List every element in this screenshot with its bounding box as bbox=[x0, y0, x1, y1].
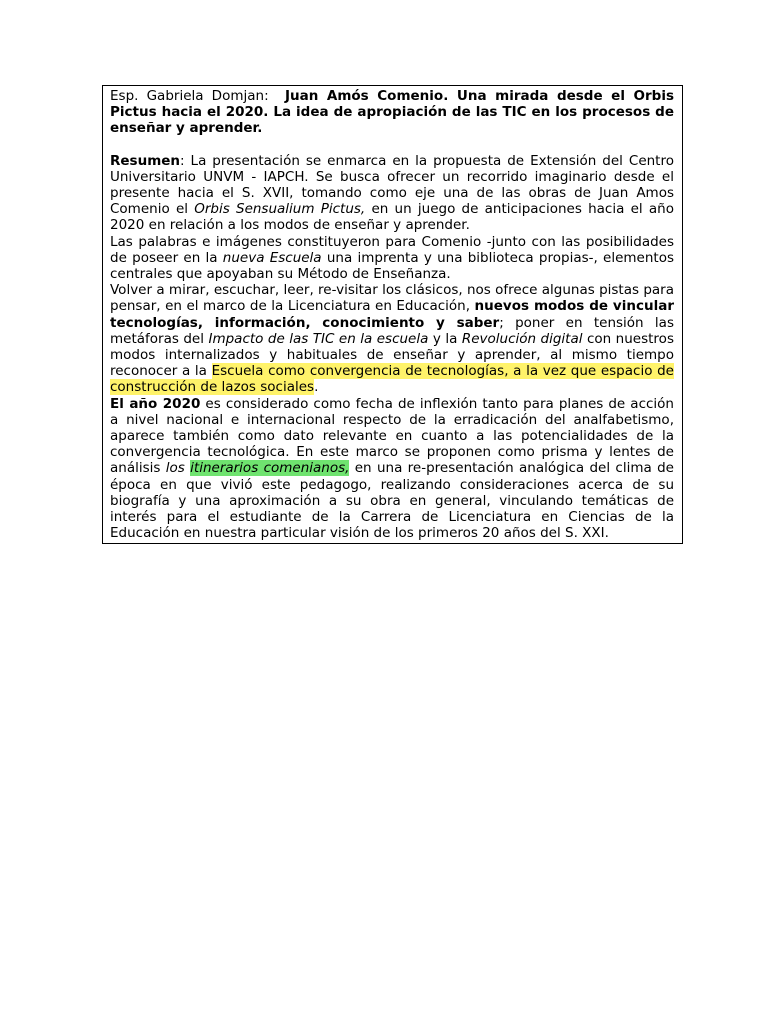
work-title-italic: Orbis Sensualium Pictus, bbox=[194, 201, 366, 218]
paragraph-gap bbox=[110, 137, 674, 153]
italic-phrase: nueva Escuela bbox=[222, 249, 322, 266]
summary-paragraph-2 bbox=[110, 234, 674, 283]
green-highlight: itinerarios comenianos, bbox=[190, 460, 350, 477]
summary-text: en un juego de anticipaciones hacia el año 2020 en relación a los modos de enseñar y aprender. bbox=[110, 201, 674, 234]
author-name: Esp. Gabriela Domjan: bbox=[110, 88, 269, 104]
yellow-highlight: Escuela como convergencia de tecnologías, a la vez que espacio de construcción de lazos sociales bbox=[110, 363, 674, 396]
summary-text: ; poner en tensión las metáforas del bbox=[110, 314, 674, 347]
summary-text: en una re-presentación analógica del clima de época en que vivió este pedagogo, realizando consideraciones acerca de su biografía y una aproximación a su obra en general, vinculando temáticas de interés para el estudiante de la Carrera de Licenciatura en Ciencias de la Educación en nuestra particular visión de los primeros 20 años del S. XXI. bbox=[110, 460, 674, 542]
summary-paragraph-1 bbox=[110, 153, 674, 234]
italic-phrase: Impacto de las TIC en la escuela bbox=[208, 330, 429, 347]
bold-phrase: El año 2020 bbox=[110, 395, 201, 412]
summary-text: Volver a mirar, escuchar, leer, re-visitar los clásicos, nos ofrece algunas pistas para pensar, en el marco de la Licenciatura en Educación, bbox=[110, 282, 674, 315]
summary-label: Resumen bbox=[110, 152, 181, 169]
summary-paragraph-3 bbox=[110, 282, 674, 395]
summary-text: Las palabras e imágenes constituyeron para Comenio -junto con las posibilidades de poseer en la bbox=[110, 233, 674, 266]
summary-paragraph-4 bbox=[110, 396, 674, 542]
abstract-box bbox=[102, 85, 683, 544]
italic-phrase: Revolución digital bbox=[461, 330, 583, 347]
bold-phrase: nuevos modos de vincular tecnologías, información, conocimiento y saber bbox=[110, 298, 674, 331]
summary-text: es considerado como fecha de inflexión tanto para planes de acción a nivel nacional e internacional respecto de la erradicación del analfabetismo, aparece también como dato relevante en cuanto a las potencialidades de la convergencia tecnológica. En este marco se proponen como prisma y lentes de análisis bbox=[110, 395, 674, 477]
summary-text: con nuestros modos internalizados y habituales de enseñar y aprender, al mismo tiempo reconocer a la bbox=[110, 330, 674, 380]
summary-text: una imprenta y una biblioteca propias-, elementos centrales que apoyaban su Método de Enseñanza. bbox=[110, 249, 675, 283]
summary-text: . bbox=[314, 379, 319, 396]
summary-text: y la bbox=[428, 330, 462, 347]
document-title: Juan Amós Comenio. Una mirada desde el Orbis Pictus hacia el 2020. La idea de apropiación de las TIC en los procesos de enseñar y aprender. bbox=[110, 88, 675, 137]
title-paragraph bbox=[110, 88, 674, 137]
italic-phrase: los bbox=[165, 460, 191, 477]
summary-text: : La presentación se enmarca en la propuesta de Extensión del Centro Universitario UNVM - IAPCH. Se busca ofrecer un recorrido imaginario desde el presente hacia el S. XVII, tomando como eje una de las obras de Juan Amos Comenio el bbox=[110, 152, 674, 218]
